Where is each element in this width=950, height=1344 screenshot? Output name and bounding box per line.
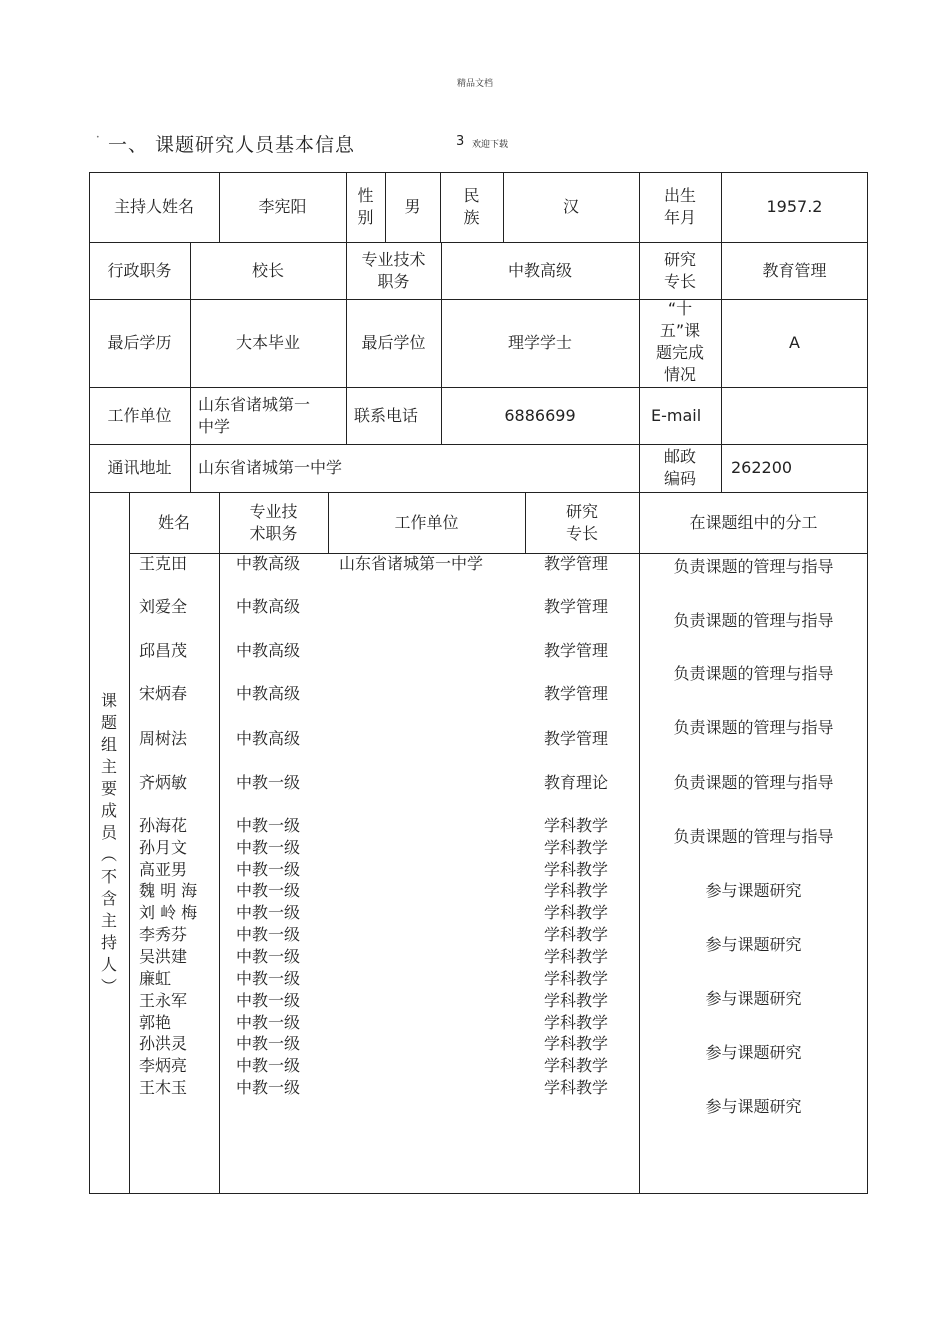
side-label-char: 含 — [100, 889, 117, 908]
member-duty: 参与课题研究 — [705, 1043, 802, 1062]
birth-label: 出生 年月 — [663, 186, 696, 227]
member-specialty: 学科教学 — [544, 1034, 609, 1053]
degree-label: 最后学位 — [361, 333, 426, 352]
side-label-char: 题 — [100, 713, 117, 732]
gender-label: 性 别 — [357, 186, 374, 227]
side-label-char: 组 — [100, 735, 117, 754]
title: 中教高级 — [507, 260, 572, 280]
member-specialty: 学科教学 — [544, 925, 609, 944]
member-title: 中教一级 — [236, 1056, 301, 1075]
phone: 6886699 — [504, 405, 576, 425]
member-name: 刘 岭 梅 — [139, 903, 198, 922]
zip-label: 邮政 编码 — [663, 447, 696, 488]
member-title: 中教一级 — [236, 816, 301, 835]
gender: 男 — [404, 197, 421, 216]
member-name: 魏 明 海 — [139, 881, 198, 900]
member-title: 中教高级 — [236, 729, 301, 748]
degree: 理学学士 — [507, 333, 572, 352]
address-label: 通讯地址 — [107, 458, 172, 477]
member-name: 吴洪建 — [139, 947, 188, 966]
member-name: 刘爱全 — [139, 597, 188, 616]
member-title: 中教一级 — [236, 838, 301, 857]
member-name: 郭艳 — [139, 1013, 172, 1032]
member-name: 孙月文 — [139, 838, 188, 857]
member-title: 中教一级 — [236, 969, 301, 988]
member-specialty: 学科教学 — [544, 903, 609, 922]
zip: 262200 — [731, 458, 793, 477]
plan-label: “十 五”课 题完成 情况 — [655, 298, 704, 384]
member-name: 邱昌茂 — [139, 641, 188, 660]
members-side-label — [89, 690, 129, 998]
address: 山东省诸城第一中学 — [198, 458, 343, 477]
member-name: 孙海花 — [139, 816, 188, 835]
member-specialty: 学科教学 — [544, 838, 609, 857]
side-label-char: 主 — [100, 911, 117, 930]
host-name: 李宪阳 — [258, 197, 307, 216]
member-header-name: 姓名 — [157, 512, 190, 532]
member-title: 中教一级 — [236, 881, 301, 900]
member-name: 周树法 — [139, 729, 188, 748]
member-name: 王永军 — [139, 991, 188, 1010]
member-title: 中教一级 — [236, 860, 301, 879]
member-title: 中教一级 — [236, 991, 301, 1010]
member-specialty: 学科教学 — [544, 1078, 609, 1097]
col-divider — [129, 492, 130, 1194]
member-specialty: 教学管理 — [544, 597, 609, 616]
member-title: 中教一级 — [236, 773, 301, 792]
member-specialty: 学科教学 — [544, 816, 609, 835]
member-header-unit: 工作单位 — [394, 512, 459, 532]
member-duty: 负责课题的管理与指导 — [673, 773, 834, 792]
member-title: 中教高级 — [236, 684, 301, 703]
member-duty: 参与课题研究 — [705, 1097, 802, 1116]
member-name: 孙洪灵 — [139, 1034, 188, 1053]
member-specialty: 教育理论 — [544, 773, 609, 792]
side-label-char: 主 — [100, 757, 117, 776]
member-header-specialty: 研究 专长 — [565, 501, 598, 543]
member-specialty: 学科教学 — [544, 991, 609, 1010]
member-specialty: 教学管理 — [544, 729, 609, 748]
host-name-label: 主持人姓名 — [113, 197, 194, 216]
side-label-char: 要 — [100, 779, 117, 798]
member-title: 中教一级 — [236, 1078, 301, 1097]
research-label: 研究 专长 — [663, 249, 696, 291]
member-specialty: 学科教学 — [544, 1056, 609, 1075]
work: 山东省诸城第一 中学 — [198, 394, 311, 436]
side-label-char: 员 — [100, 823, 117, 842]
member-name: 李炳亮 — [139, 1056, 188, 1075]
side-label-char: 持 — [100, 933, 117, 952]
member-duty: 参与课题研究 — [705, 935, 802, 954]
member-title: 中教高级 — [236, 554, 301, 573]
page-header: 精品文档 — [456, 79, 493, 89]
member-name: 廉虹 — [139, 969, 172, 988]
member-specialty: 学科教学 — [544, 860, 609, 879]
side-label-char: 不 — [100, 867, 117, 886]
section-bullet: • — [96, 134, 100, 141]
member-duty: 负责课题的管理与指导 — [673, 827, 834, 846]
member-title: 中教一级 — [236, 947, 301, 966]
member-duty: 负责课题的管理与指导 — [673, 718, 834, 737]
member-duty: 负责课题的管理与指导 — [673, 557, 834, 576]
member-header-title: 专业技 术职务 — [249, 501, 298, 543]
member-title: 中教一级 — [236, 903, 301, 922]
member-specialty: 学科教学 — [544, 947, 609, 966]
birth: 1957.2 — [766, 197, 823, 216]
email-label: E-mail — [651, 405, 702, 425]
member-title: 中教高级 — [236, 597, 301, 616]
plan: A — [789, 333, 800, 352]
member-duty: 参与课题研究 — [705, 989, 802, 1008]
member-name: 李秀芬 — [139, 925, 188, 944]
member-name: 齐炳敏 — [139, 773, 188, 792]
col-divider — [219, 492, 220, 1194]
admin-label: 行政职务 — [107, 260, 172, 280]
member-duty: 参与课题研究 — [705, 881, 802, 900]
member-duty: 负责课题的管理与指导 — [673, 664, 834, 683]
member-specialty: 教学管理 — [544, 641, 609, 660]
member-specialty: 学科教学 — [544, 1013, 609, 1032]
side-label-char: 成 — [100, 801, 117, 820]
member-title: 中教高级 — [236, 641, 301, 660]
download-note: 欢迎下载 — [472, 140, 509, 150]
email[interactable] — [721, 387, 868, 444]
member-specialty: 学科教学 — [544, 881, 609, 900]
title-label: 专业技术 职务 — [361, 249, 426, 291]
work-label: 工作单位 — [107, 405, 172, 425]
member-duty: 负责课题的管理与指导 — [673, 611, 834, 630]
side-label-char: ︵ — [100, 845, 117, 864]
side-label-char: ︶ — [100, 977, 117, 996]
member-title: 中教一级 — [236, 925, 301, 944]
member-title: 中教一级 — [236, 1034, 301, 1053]
member-header-duty: 在课题组中的分工 — [689, 512, 818, 532]
member-title: 中教一级 — [236, 1013, 301, 1032]
research: 教育管理 — [762, 260, 827, 280]
member-name: 王克田 — [139, 554, 188, 573]
ethnicity: 汉 — [562, 197, 579, 216]
member-name: 宋炳春 — [139, 684, 188, 703]
edu: 大本毕业 — [235, 333, 300, 352]
member-specialty: 教学管理 — [544, 684, 609, 703]
side-label-char: 人 — [100, 955, 117, 974]
admin: 校长 — [251, 260, 284, 280]
section-title: 一、 课题研究人员基本信息 — [108, 134, 356, 156]
member-unit-text: 山东省诸城第一中学 — [339, 554, 484, 573]
side-label-char: 课 — [100, 691, 117, 710]
phone-label: 联系电话 — [354, 405, 419, 425]
member-name: 高亚男 — [139, 860, 188, 879]
page-number: 3 — [456, 134, 465, 149]
member-name: 王木玉 — [139, 1078, 188, 1097]
member-specialty: 教学管理 — [544, 554, 609, 573]
member-specialty: 学科教学 — [544, 969, 609, 988]
ethnicity-label: 民 族 — [463, 186, 480, 227]
edu-label: 最后学历 — [107, 333, 172, 352]
